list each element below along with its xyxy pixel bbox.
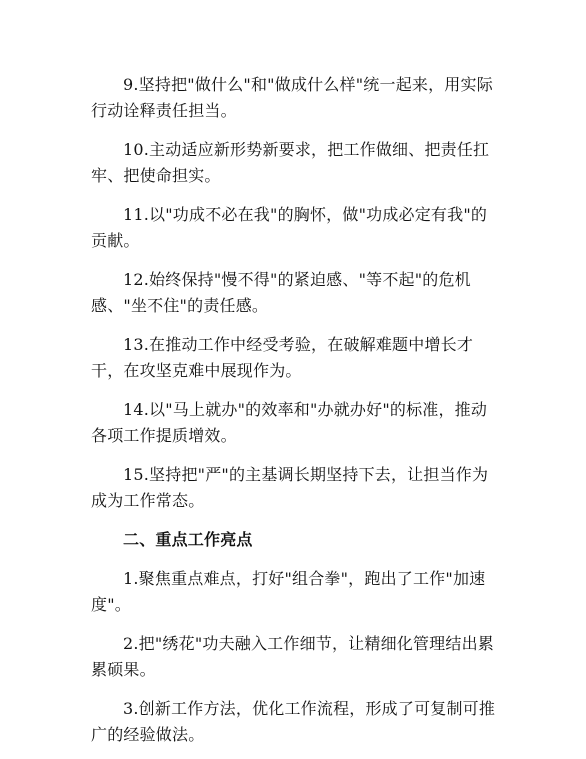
paragraph-item-13: 13.在推动工作中经受考验，在破解难题中增长才干，在攻坚克难中展现作为。 (91, 335, 474, 380)
paragraph-item-9: 9.坚持把"做什么"和"做成什么样"统一起来，用实际行动诠释责任担当。 (91, 75, 493, 120)
paragraph-item-11: 11.以"功成不必在我"的胸怀，做"功成必定有我"的贡献。 (91, 205, 488, 250)
paragraph-item-15: 15.坚持把"严"的主基调长期坚持下去，让担当作为成为工作常态。 (91, 465, 489, 510)
paragraph-item-10: 10.主动适应新形势新要求，把工作做细、把责任扛牢、把使命担实。 (91, 140, 490, 185)
highlight-item-1: 1.聚焦重点难点，打好"组合拳"，跑出了工作"加速度"。 (91, 569, 486, 614)
highlight-item-2: 2.把"绣花"功夫融入工作细节，让精细化管理结出累累硕果。 (91, 634, 494, 679)
document-body (91, 72, 500, 748)
section-heading: 二、重点工作亮点 (123, 530, 253, 549)
paragraph-item-14: 14.以"马上就办"的效率和"办就办好"的标准，推动各项工作提质增效。 (91, 400, 488, 445)
highlight-item-3: 3.创新工作方法，优化工作流程，形成了可复制可推广的经验做法。 (91, 699, 496, 744)
paragraph-item-12: 12.始终保持"慢不得"的紧迫感、"等不起"的危机感、"坐不住"的责任感。 (91, 270, 471, 315)
